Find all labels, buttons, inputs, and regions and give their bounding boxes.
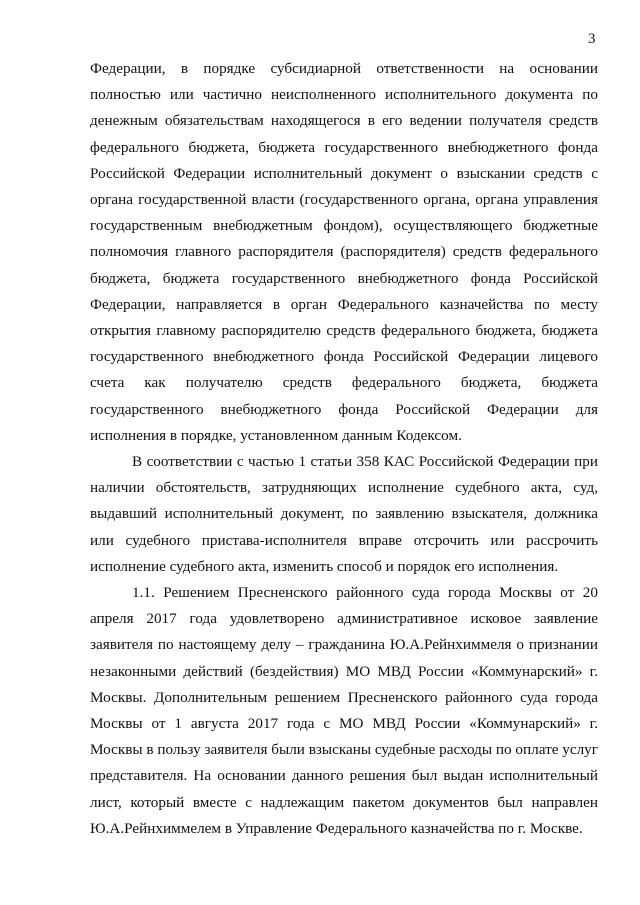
paragraph-article-358: В соответствии с частью 1 статьи 358 КАС Российской Федерации при наличии обстоятельств, затрудняющих исполнение судебного акта, суд, выдавший исполнительный документ, по заявлению взыскателя, должника или судебного пристава-исполнителя вправе отсрочить или рассрочить исполнение судебного акта, изменить способ и порядок его исполнения. <box>90 453 598 575</box>
paragraph-section-1-1: 1.1. Решением Пресненского районного суда города Москвы от 20 апреля 2017 года удовлетворено административное исковое заявление заявителя по настоящему делу – гражданина Ю.А.Рейнхиммеля о признании незаконными действий (бездействия) МО МВД России «Коммунарский» г. Москвы. Дополнительным решением Пресненского районного суда города Москвы от 1 августа 2017 года с МО МВД России «Коммунарский» г. Москвы в пользу заявителя были взысканы судебные расходы по оплате услуг представителя. На основании данного решения был выдан исполнительный лист, который вместе с надлежащим пакетом документов был направлен Ю.А.Рейнхиммелем в Управление Федерального казначейства по г. Москве. <box>90 584 598 837</box>
page-number: 3 <box>588 31 596 47</box>
paragraph-continuation: Федерации, в порядке субсидиарной ответственности на основании полностью или частично неисполненного исполнительного документа по денежным обязательствам находящегося в его ведении получателя средств федерального бюджета, бюджета государственного внебюджетного фонда Российской Федерации исполнительный документ о взыскании средств с органа государственной власти (государственного органа, органа управления государственным внебюджетным фондом), осуществляющего бюджетные полномочия главного распорядителя (распорядителя) средств федерального бюджета, бюджета государственного внебюджетного фонда Российской Федерации, направляется в орган Федерального казначейства по месту открытия главному распорядителю средств федерального бюджета, бюджета государственного внебюджетного фонда Российской Федерации лицевого счета как получателю средств федерального бюджета, бюджета государственного внебюджетного фонда Российской Федерации для исполнения в порядке, установленном данным Кодексом. <box>90 60 598 444</box>
document-body <box>90 56 598 842</box>
